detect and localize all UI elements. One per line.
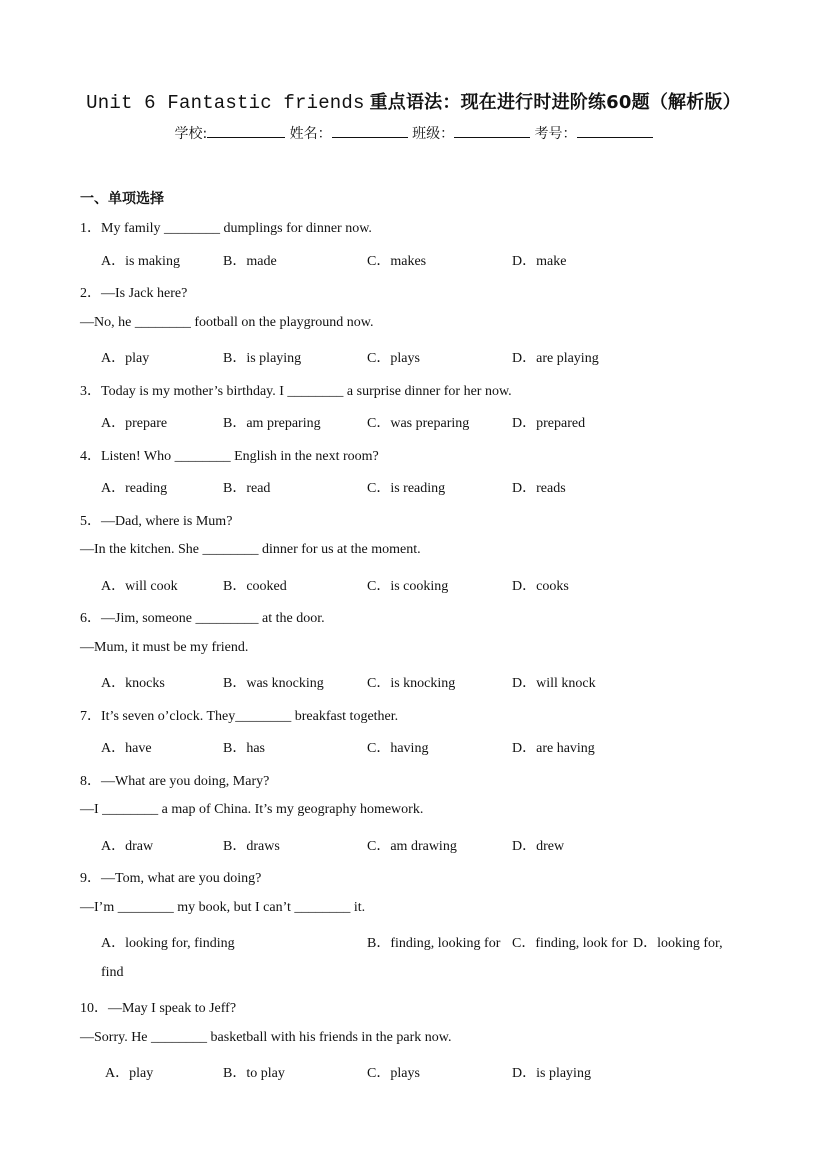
question-1-stem: 1．My family ________ dumplings for dinner now. [80, 221, 372, 236]
title-prefix: Unit 6 Fantastic friends [86, 92, 365, 114]
question-10-option-d[interactable]: D．is playing [512, 1066, 591, 1081]
class-blank[interactable] [454, 125, 530, 138]
school-label: 学校: [174, 126, 208, 142]
question-4-stem: 4．Listen! Who ________ English in the next room? [80, 449, 379, 464]
question-1-option-a[interactable]: A．is making [101, 254, 180, 269]
question-1-option-b[interactable]: B．made [223, 254, 277, 269]
question-2-option-b[interactable]: B．is playing [223, 351, 302, 366]
question-6-option-b[interactable]: B．was knocking [223, 676, 324, 691]
question-3-stem: 3．Today is my mother’s birthday. I ________ a surprise dinner for her now. [80, 384, 512, 399]
question-7-option-d[interactable]: D．are having [512, 741, 595, 756]
question-7-option-c[interactable]: C．having [367, 741, 429, 756]
question-5-option-b[interactable]: B．cooked [223, 579, 287, 594]
question-1-option-c[interactable]: C．makes [367, 254, 427, 269]
question-3-option-d[interactable]: D．prepared [512, 416, 586, 431]
question-9-option-b[interactable]: B．finding, looking for [367, 936, 501, 951]
question-10-option-c[interactable]: C．plays [367, 1066, 420, 1081]
question-8-line-2: —I ________ a map of China. It’s my geography homework. [80, 802, 424, 817]
question-10-stem: 10．—May I speak to Jeff? [80, 1001, 237, 1016]
question-7-stem: 7．It’s seven o’clock. They________ breakfast together. [80, 709, 399, 724]
question-6-option-a[interactable]: A．knocks [101, 676, 165, 691]
name-label: 姓名： [289, 126, 332, 142]
question-9-option-d[interactable]: D．looking for, [633, 936, 723, 951]
school-blank[interactable] [207, 125, 285, 138]
question-10-line-2: —Sorry. He ________ basketball with his friends in the park now. [80, 1030, 452, 1045]
question-4-option-b[interactable]: B．read [223, 481, 271, 496]
question-9-line-2: —I’m ________ my book, but I can’t ________ it. [80, 900, 366, 915]
student-info-line [0, 123, 827, 143]
question-2-stem: 2．—Is Jack here? [80, 286, 188, 301]
question-2-option-c[interactable]: C．plays [367, 351, 420, 366]
question-2-option-a[interactable]: A．play [101, 351, 150, 366]
question-3-option-c[interactable]: C．was preparing [367, 416, 470, 431]
question-8-option-d[interactable]: D．drew [512, 839, 565, 854]
question-7-option-a[interactable]: A．have [101, 741, 152, 756]
title-chinese: 重点语法：现在进行时进阶练60题（解析版） [369, 92, 741, 113]
question-3-option-b[interactable]: B．am preparing [223, 416, 321, 431]
question-8-option-a[interactable]: A．draw [101, 839, 154, 854]
question-5-option-a[interactable]: A．will cook [101, 579, 178, 594]
question-9-option-a[interactable]: A．looking for, finding [101, 936, 235, 951]
question-8-option-b[interactable]: B．draws [223, 839, 280, 854]
question-8-option-c[interactable]: C．am drawing [367, 839, 457, 854]
question-9-option-d-continued[interactable]: find [101, 965, 124, 980]
question-5-option-d[interactable]: D．cooks [512, 579, 569, 594]
question-9-stem: 9．—Tom, what are you doing? [80, 871, 262, 886]
section-heading: 一、单项选择 [80, 191, 164, 207]
question-6-line-2: —Mum, it must be my friend. [80, 640, 249, 655]
question-5-stem: 5．—Dad, where is Mum? [80, 514, 233, 529]
exam-no-blank[interactable] [577, 125, 653, 138]
question-6-stem: 6．—Jim, someone _________ at the door. [80, 611, 325, 626]
question-1-option-d[interactable]: D．make [512, 254, 567, 269]
question-6-option-c[interactable]: C．is knocking [367, 676, 456, 691]
question-10-option-a[interactable]: A．play [105, 1066, 154, 1081]
question-4-option-c[interactable]: C．is reading [367, 481, 446, 496]
name-blank[interactable] [332, 125, 408, 138]
question-9-option-c[interactable]: C．finding, look for [512, 936, 628, 951]
question-6-option-d[interactable]: D．will knock [512, 676, 596, 691]
question-2-line-2: —No, he ________ football on the playground now. [80, 315, 374, 330]
question-8-stem: 8．—What are you doing, Mary? [80, 774, 270, 789]
question-4-option-d[interactable]: D．reads [512, 481, 566, 496]
question-2-option-d[interactable]: D．are playing [512, 351, 599, 366]
question-7-option-b[interactable]: B．has [223, 741, 265, 756]
question-3-option-a[interactable]: A．prepare [101, 416, 168, 431]
class-label: 班级： [412, 126, 455, 142]
page-title [0, 88, 827, 114]
question-5-line-2: —In the kitchen. She ________ dinner for us at the moment. [80, 542, 421, 557]
exam-no-label: 考号： [534, 126, 577, 142]
question-4-option-a[interactable]: A．reading [101, 481, 168, 496]
question-10-option-b[interactable]: B．to play [223, 1066, 285, 1081]
question-5-option-c[interactable]: C．is cooking [367, 579, 449, 594]
